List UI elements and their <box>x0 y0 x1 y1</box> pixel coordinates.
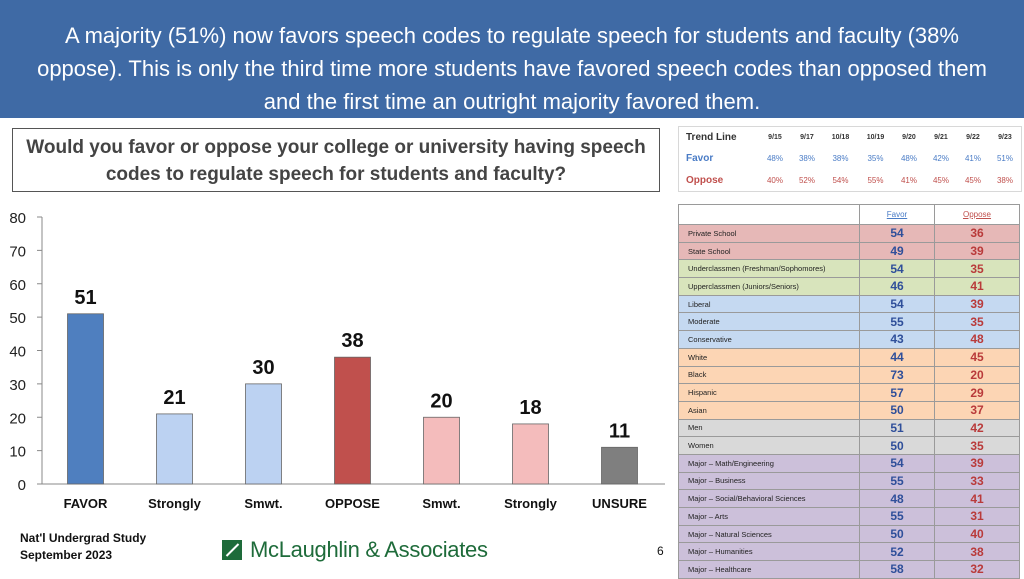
trend-line-table <box>678 126 1022 192</box>
demographic-row <box>679 225 1020 243</box>
question-text: Would you favor or oppose your college or university having speech codes to regulate speech for students and faculty? <box>26 137 646 185</box>
category-label: UNSURE <box>592 496 647 511</box>
oppose-value: 41 <box>935 278 1020 296</box>
oppose-value: 39 <box>935 295 1020 313</box>
favor-value: 55 <box>860 508 935 526</box>
source-line-2: September 2023 <box>20 548 113 562</box>
bar <box>335 357 371 484</box>
trend-value: 48% <box>900 154 917 164</box>
oppose-value: 29 <box>935 384 1020 402</box>
demographic-label: Liberal <box>679 295 860 313</box>
favor-value: 44 <box>860 348 935 366</box>
demographic-row <box>679 508 1020 526</box>
favor-value: 50 <box>860 525 935 543</box>
trend-header-row <box>679 127 1021 148</box>
category-label: Smwt. <box>244 496 283 511</box>
demographic-row <box>679 401 1020 419</box>
bar <box>424 417 460 484</box>
demographic-label: Major – Arts <box>679 508 860 526</box>
trend-value: 51% <box>996 154 1013 164</box>
data-label: 38 <box>341 330 364 353</box>
bar <box>68 314 104 484</box>
logo-text: McLaughlin & Associates <box>250 537 488 562</box>
demographic-row <box>679 278 1020 296</box>
oppose-value: 40 <box>935 525 1020 543</box>
favor-value: 48 <box>860 490 935 508</box>
data-label: 11 <box>608 420 631 443</box>
demographic-row <box>679 419 1020 437</box>
trend-value: 38% <box>996 175 1013 185</box>
demographic-row <box>679 295 1020 313</box>
oppose-value: 32 <box>935 561 1020 579</box>
y-tick-label: 10 <box>9 443 26 461</box>
demographic-label: Asian <box>679 401 860 419</box>
demographic-label: Major – Social/Behavioral Sciences <box>679 490 860 508</box>
trend-value: 41% <box>964 154 981 164</box>
trend-date: 9/22 <box>966 134 980 142</box>
y-tick-label: 20 <box>9 410 26 428</box>
demographic-label: Major – Humanities <box>679 543 860 561</box>
favor-value: 52 <box>860 543 935 561</box>
favor-value: 54 <box>860 260 935 278</box>
demographic-label: Conservative <box>679 331 860 349</box>
category-label: Strongly <box>504 496 557 511</box>
trend-label: Trend Line <box>686 132 737 144</box>
oppose-value: 36 <box>935 225 1020 243</box>
logo-mark-icon <box>222 540 242 560</box>
y-tick-label: 80 <box>9 210 26 227</box>
trend-date: 9/21 <box>934 134 948 142</box>
trend-oppose-row <box>679 170 1021 191</box>
demographic-label: Major – Business <box>679 472 860 490</box>
trend-value: 45% <box>964 175 981 185</box>
bar-chart <box>0 200 665 525</box>
trend-value: 54% <box>832 175 849 185</box>
favor-value: 51 <box>860 419 935 437</box>
oppose-value: 37 <box>935 401 1020 419</box>
demographic-row <box>679 454 1020 472</box>
oppose-value: 48 <box>935 331 1020 349</box>
demographic-label: Moderate <box>679 313 860 331</box>
trend-value: 35% <box>867 154 884 164</box>
favor-column-header: Favor <box>860 205 935 225</box>
favor-value: 57 <box>860 384 935 402</box>
y-tick-label: 70 <box>9 243 26 261</box>
favor-value: 43 <box>860 331 935 349</box>
demographic-row <box>679 437 1020 455</box>
oppose-value: 33 <box>935 472 1020 490</box>
category-label: Smwt. <box>422 496 461 511</box>
oppose-value: 35 <box>935 437 1020 455</box>
demographic-label: Upperclassmen (Juniors/Seniors) <box>679 278 860 296</box>
trend-date: 10/19 <box>866 134 885 142</box>
y-tick-label: 40 <box>9 343 26 361</box>
demographics-header-row <box>679 205 1020 225</box>
favor-value: 58 <box>860 561 935 579</box>
headline-text: A majority (51%) now favors speech codes to regulate speech for students and faculty (38% oppose). This is only the third time more students have favored speech codes than opposed them and the first time an outright majority favored them. <box>37 23 987 114</box>
data-label: 20 <box>430 390 453 413</box>
favor-value: 54 <box>860 295 935 313</box>
trend-value: 38% <box>832 154 849 164</box>
oppose-value: 45 <box>935 348 1020 366</box>
oppose-value: 41 <box>935 490 1020 508</box>
trend-value: 48% <box>766 154 783 164</box>
data-label: 21 <box>163 386 186 409</box>
demographic-label: Black <box>679 366 860 384</box>
demographic-row <box>679 543 1020 561</box>
oppose-value: 38 <box>935 543 1020 561</box>
demographic-row <box>679 472 1020 490</box>
trend-date: 9/15 <box>768 134 782 142</box>
oppose-value: 39 <box>935 242 1020 260</box>
demographic-label: Private School <box>679 225 860 243</box>
demographic-row <box>679 525 1020 543</box>
favor-value: 46 <box>860 278 935 296</box>
demographic-row <box>679 242 1020 260</box>
oppose-value: 42 <box>935 419 1020 437</box>
trend-date: 9/23 <box>998 134 1012 142</box>
company-logo <box>222 536 488 564</box>
source-note <box>20 530 146 564</box>
trend-value: 55% <box>867 175 884 185</box>
favor-value: 54 <box>860 225 935 243</box>
category-label: Strongly <box>148 496 201 511</box>
demographic-label: White <box>679 348 860 366</box>
data-label: 30 <box>252 356 275 379</box>
demographic-row <box>679 260 1020 278</box>
bar <box>602 447 638 484</box>
demographic-label: Men <box>679 419 860 437</box>
favor-value: 49 <box>860 242 935 260</box>
oppose-value: 35 <box>935 260 1020 278</box>
favor-value: 50 <box>860 437 935 455</box>
trend-favor-row <box>679 148 1021 169</box>
y-tick-label: 0 <box>17 477 26 494</box>
source-line-1: Nat'l Undergrad Study <box>20 531 147 545</box>
data-label: 51 <box>74 286 97 309</box>
favor-value: 54 <box>860 454 935 472</box>
favor-value: 55 <box>860 313 935 331</box>
category-label: OPPOSE <box>325 496 380 511</box>
demographic-label: Underclassmen (Freshman/Sophomores) <box>679 260 860 278</box>
demographic-label: Major – Math/Engineering <box>679 454 860 472</box>
favor-value: 73 <box>860 366 935 384</box>
y-tick-label: 60 <box>9 276 26 294</box>
demographic-row <box>679 490 1020 508</box>
demographic-row <box>679 384 1020 402</box>
trend-value: 38% <box>798 154 815 164</box>
trend-row-label: Oppose <box>686 174 724 186</box>
demographic-label: State School <box>679 242 860 260</box>
trend-value: 42% <box>932 154 949 164</box>
trend-value: 41% <box>900 175 917 185</box>
demographic-row <box>679 331 1020 349</box>
data-label: 18 <box>519 396 542 419</box>
y-tick-label: 50 <box>9 310 26 328</box>
page-number: 6 <box>657 544 664 558</box>
oppose-value: 35 <box>935 313 1020 331</box>
trend-value: 40% <box>766 175 783 185</box>
demographic-label: Women <box>679 437 860 455</box>
oppose-column-header: Oppose <box>935 205 1020 225</box>
bar <box>246 384 282 484</box>
y-tick-label: 30 <box>9 376 26 394</box>
demographics-header-blank <box>679 205 860 225</box>
trend-value: 52% <box>798 175 815 185</box>
question-box <box>12 128 660 192</box>
oppose-value: 20 <box>935 366 1020 384</box>
demographic-row <box>679 348 1020 366</box>
oppose-value: 39 <box>935 454 1020 472</box>
demographics-table <box>678 204 1020 579</box>
category-label: FAVOR <box>63 496 108 511</box>
trend-date: 9/20 <box>902 134 916 142</box>
demographic-label: Major – Healthcare <box>679 561 860 579</box>
trend-value: 45% <box>932 175 949 185</box>
demographic-label: Hispanic <box>679 384 860 402</box>
bar <box>157 414 193 484</box>
bar <box>513 424 549 484</box>
favor-value: 55 <box>860 472 935 490</box>
demographic-label: Major – Natural Sciences <box>679 525 860 543</box>
trend-date: 9/17 <box>800 134 814 142</box>
oppose-value: 31 <box>935 508 1020 526</box>
favor-value: 50 <box>860 401 935 419</box>
demographic-row <box>679 366 1020 384</box>
demographic-row <box>679 313 1020 331</box>
trend-date: 10/18 <box>831 134 850 142</box>
trend-row-label: Favor <box>686 153 714 165</box>
headline-banner <box>0 0 1024 118</box>
